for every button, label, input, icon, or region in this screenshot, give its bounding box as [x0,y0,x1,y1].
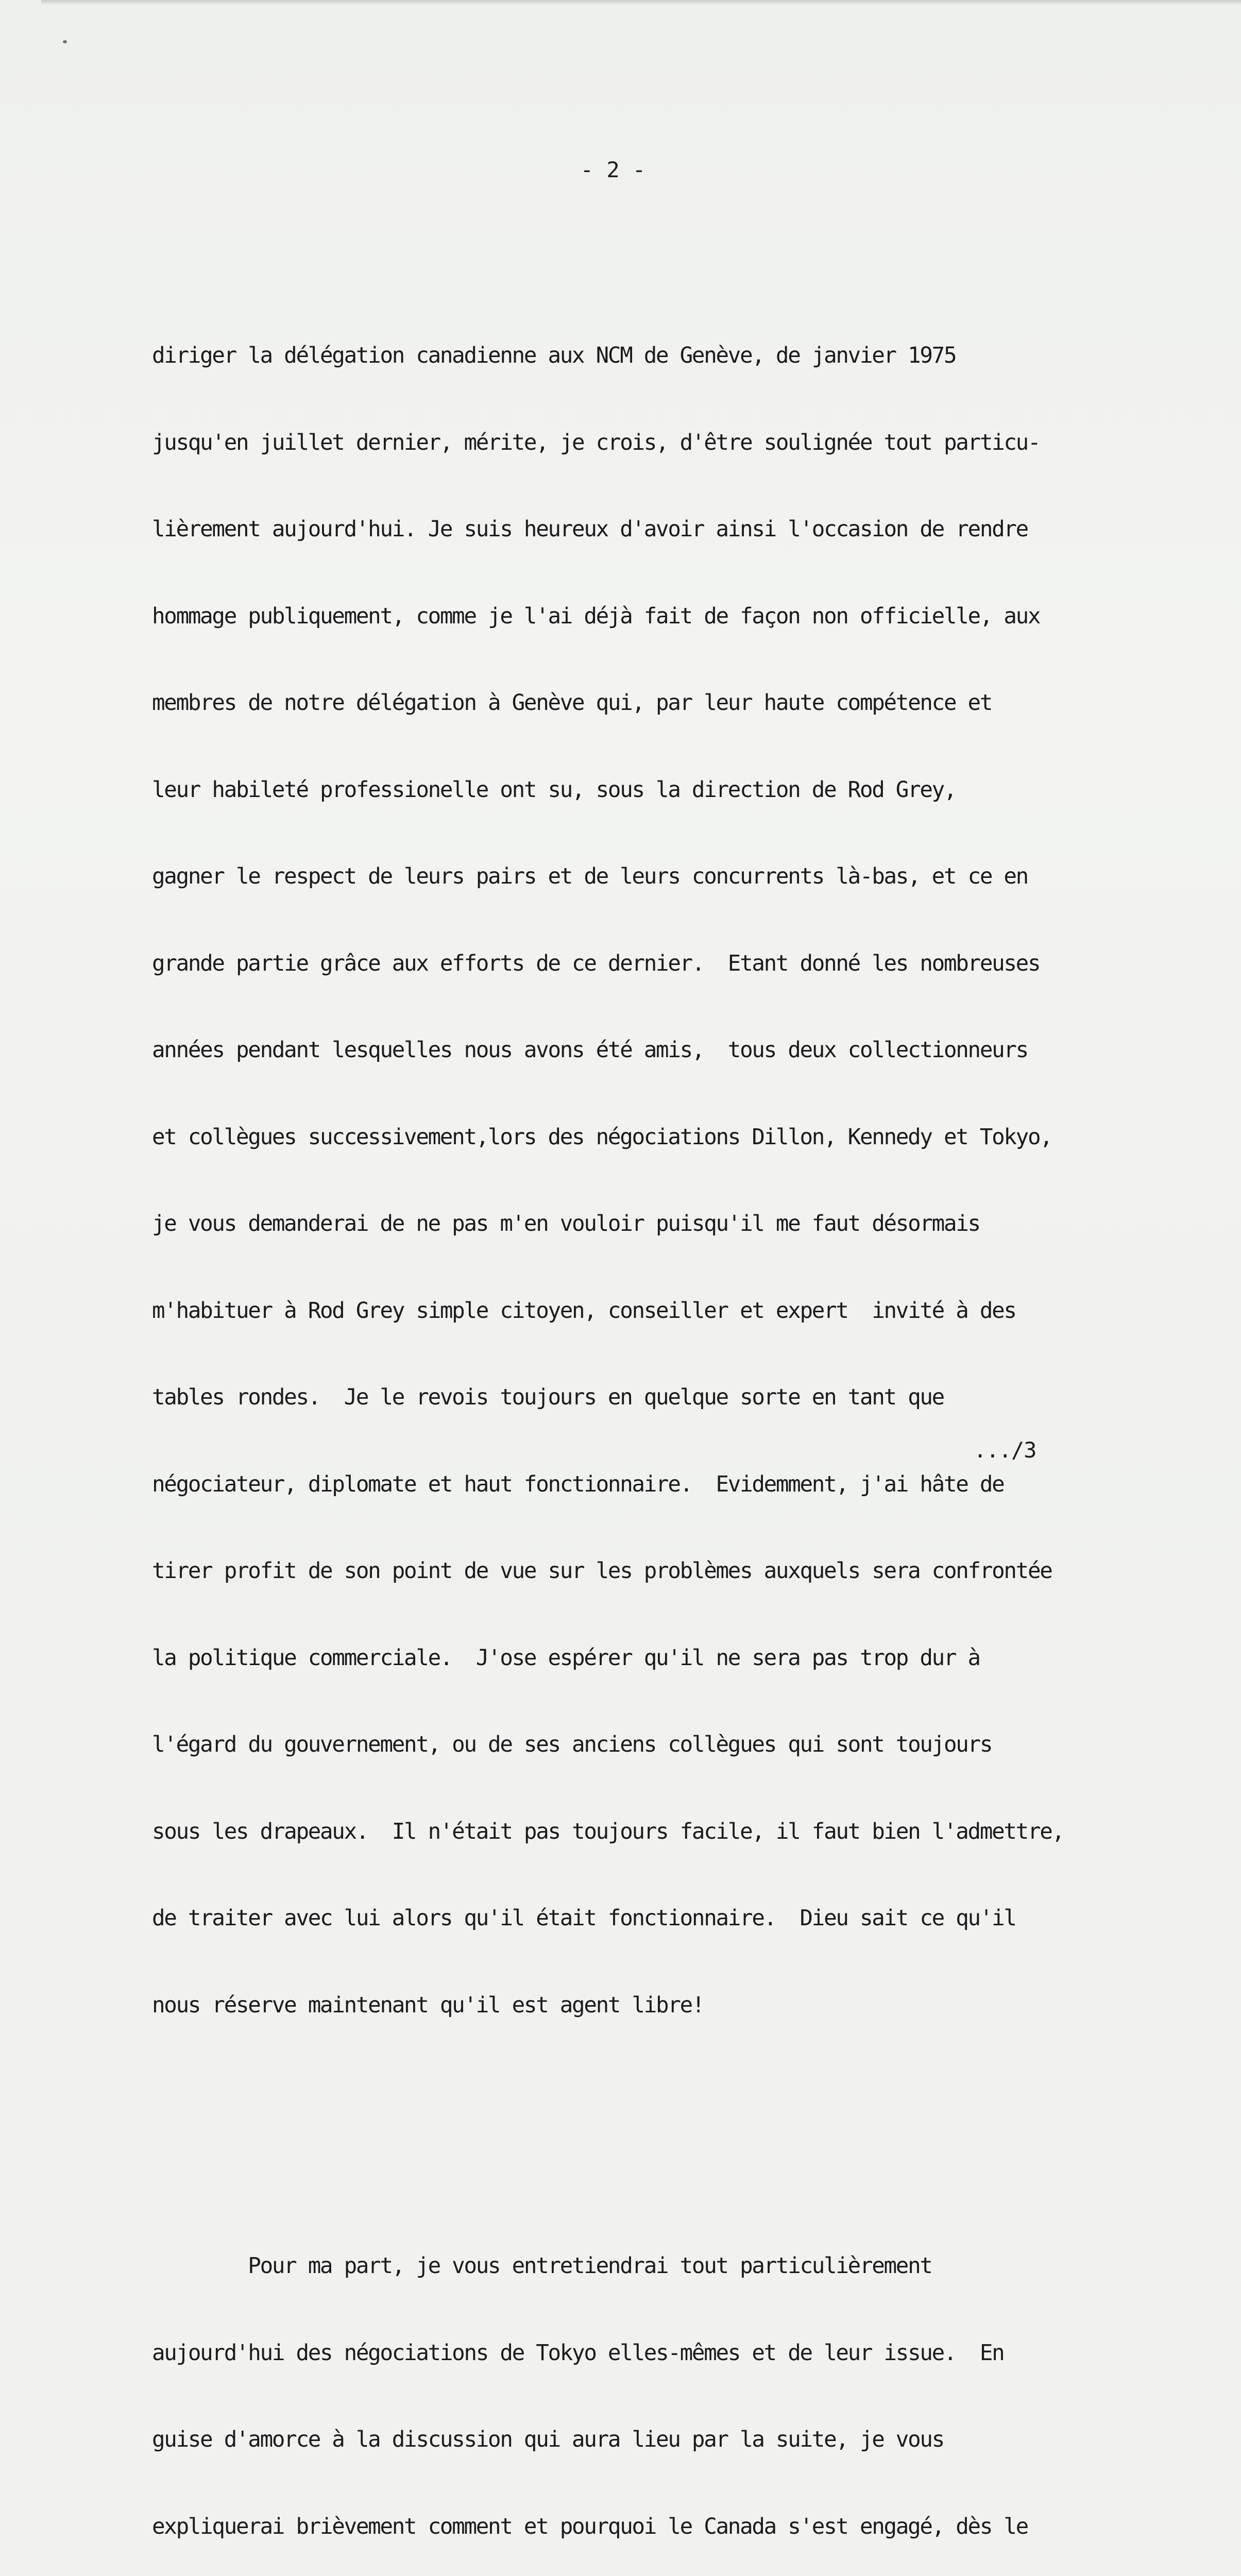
text-line: négociateur, diplomate et haut fonctionnaire. Evidemment, j'ai hâte de [152,1471,1004,1497]
paragraph-gap [152,2125,1157,2147]
text-line: grande partie grâce aux efforts de ce dernier. Etant donné les nombreuses [152,951,1040,976]
text-line: nous réserve maintenant qu'il est agent libre! [152,1992,704,2018]
text-line: je vous demanderai de ne pas m'en vouloir puisqu'il me faut désormais [152,1211,980,1236]
text-line: guise d'amorce à la discussion qui aura lieu par la suite, je vous [152,2427,944,2452]
page-number: - 2 - [580,157,646,182]
text-line: jusqu'en juillet dernier, mérite, je crois, d'être soulignée tout particu- [152,430,1040,455]
scan-top-edge [41,0,1241,5]
text-line: aujourd'hui des négociations de Tokyo elles-mêmes et de leur issue. En [152,2340,1004,2366]
continuation-marker: .../3 [974,1437,1036,1463]
text-line: lièrement aujourd'hui. Je suis heureux d'avoir ainsi l'occasion de rendre [152,517,1028,542]
text-line: l'égard du gouvernement, ou de ses anciens collègues qui sont toujours [152,1732,992,1757]
text-line: diriger la délégation canadienne aux NCM de Genève, de janvier 1975 [152,343,956,368]
text-line: tirer profit de son point de vue sur les problèmes auxquels sera confrontée [152,1558,1052,1584]
text-line: m'habituer à Rod Grey simple citoyen, conseiller et expert invité à des [152,1298,1016,1324]
text-line: gagner le respect de leurs pairs et de leurs concurrents là-bas, et ce en [152,864,1028,889]
text-line: membres de notre délégation à Genève qui, par leur haute compétence et [152,690,992,716]
text-line: la politique commerciale. J'ose espérer qu'il ne sera pas trop dur à [152,1645,980,1671]
text-line: années pendant lesquelles nous avons été amis, tous deux collectionneurs [152,1038,1028,1063]
text-line: leur habileté professionelle ont su, sous la direction de Rod Grey, [152,777,956,803]
paragraph-2 [152,2198,1157,2576]
text-line: expliquerai brièvement comment et pourquoi le Canada s'est engagé, dès le [152,2514,1028,2539]
body-text [152,237,1157,2576]
text-line: hommage publiquement, comme je l'ai déjà fait de façon non officielle, aux [152,603,1040,629]
paragraph-1 [152,287,1157,2074]
text-line: sous les drapeaux. Il n'était pas toujours facile, il faut bien l'admettre, [152,1819,1064,1844]
scan-speck [63,40,67,43]
text-line: de traiter avec lui alors qu'il était fonctionnaire. Dieu sait ce qu'il [152,1906,1016,1931]
text-line: et collègues successivement,lors des négociations Dillon, Kennedy et Tokyo, [152,1124,1052,1150]
text-line: Pour ma part, je vous entretiendrai tout particulièrement [152,2253,932,2279]
text-line: tables rondes. Je le revois toujours en quelque sorte en tant que [152,1385,944,1410]
